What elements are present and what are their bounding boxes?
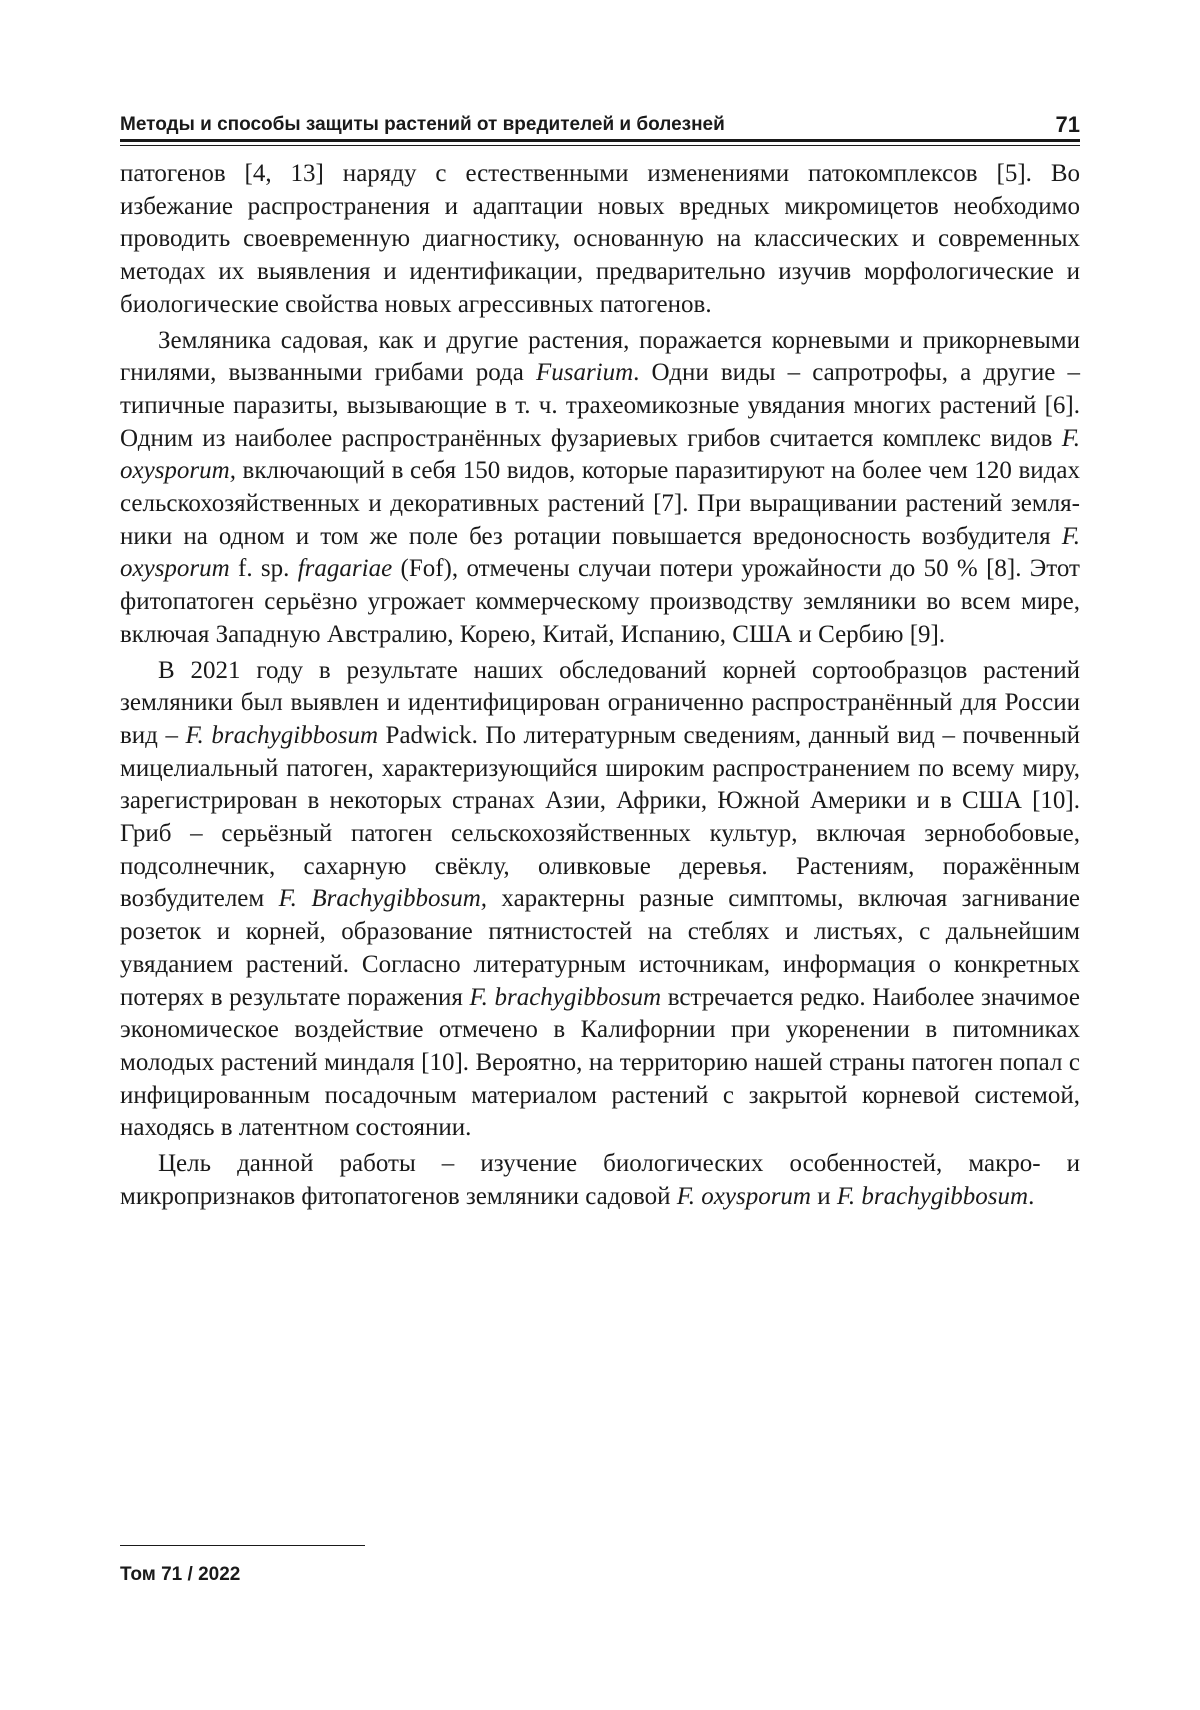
species-name: F. brachygibbosum [836,1182,1029,1210]
species-name: F. brachygibbosum [185,721,378,749]
header-rule-thick [120,139,1080,142]
species-name: Fusarium [535,359,634,387]
footer-rule [120,1545,365,1546]
paragraph-3: В 2021 году в результате наших обследований корней сортообразцов растений земляники был выявлен и идентифицирован ограниченно распространённый для России вид – F. brachygibbosum Padwick. По литературным сведениям, данный вид – почвенный мицелиальный патоген, характеризующийся широким распространением по всему миру, зарегистрирован в некоторых странах Азии, Африки, Южной Америки и в США [10]. Гриб – серьёзный патоген сельскохозяйственных культур, включая зернобобовые, подсолнечник, сахарную свёклу, оливковые деревья. Растениям, поражённым возбудителем F. Brachygibbosum, характерны разные симптомы, включая загнивание розеток и корней, образование пятнистостей на стеблях и листьях, с дальнейшим увяданием растений. Согласно литературным источникам, информация о конкретных потерях в результате поражения F. brachygibbosum встречается редко. Наиболее значимое экономическое воздействие отмечено в Калифорнии при укоренении в питомниках молодых растений миндаля [10]. Вероятно, на территорию нашей страны патоген попал с инфицированным посадочным материалом растений с закрытой корневой системой, находясь в латентном состоянии. [120,656,1080,1142]
species-name: F. oxysporum [120,522,1080,583]
species-name: F. oxysporum, [120,424,1080,485]
body-text [120,158,1080,1214]
running-header-title: Методы и способы защиты растений от вредителей и болезней [120,114,725,135]
species-name: fragariae [297,555,393,583]
header-rule-thin [120,145,1080,146]
species-name: F. oxysporum [676,1182,811,1210]
footer-volume: Том 71 / 2022 [120,1564,241,1585]
paragraph-2: Земляника садовая, как и другие растения, поражается корневыми и прикорневыми гнилями, вызванными грибами рода Fusarium. Одни виды – сапротрофы, а другие – типичные паразиты, вызывающие в т. ч. трахеомикозные увядания многих растений [6]. Одним из наиболее распространённых фузариевых грибов считается комплекс видов F. oxysporum, включающий в себя 150 видов, которые паразитируют на более чем 120 видах сельскохозяйственных и декоративных растений [7]. При выращивании растений земляники на одном и том же поле без ротации повышается вредоносность возбудителя F. oxysporum f. sp. fragariae (Fof), отмечены случаи потери урожайности до 50 % [8]. Этот фитопатоген серьёзно угрожает коммерческому производству земляники во всем мире, включая Западную Австралию, Корею, Китай, Испанию, США и Сербию [9]. [120,326,1081,648]
paragraph-1: патогенов [4, 13] наряду с естественными изменениями патокомплексов [5]. Во избежание распространения и адаптации новых вредных микромицетов необходимо проводить своевременную диагностику, основанную на классических и современных методах их выявления и идентификации, предварительно изучив морфологические и биологические свойства новых агрессивных патогенов. [120,160,1080,318]
paragraph-4: Цель данной работы – изучение биологических особенностей, макро- и микропризнаков фитопатогенов земляники садовой F. oxysporum и F. brachygibbosum. [120,1150,1080,1210]
running-header [120,112,1080,140]
page-number: 71 [1055,112,1080,137]
species-name: F. brachygibbosum [469,983,662,1011]
species-name: F. Brachygibbosum, [278,885,487,913]
